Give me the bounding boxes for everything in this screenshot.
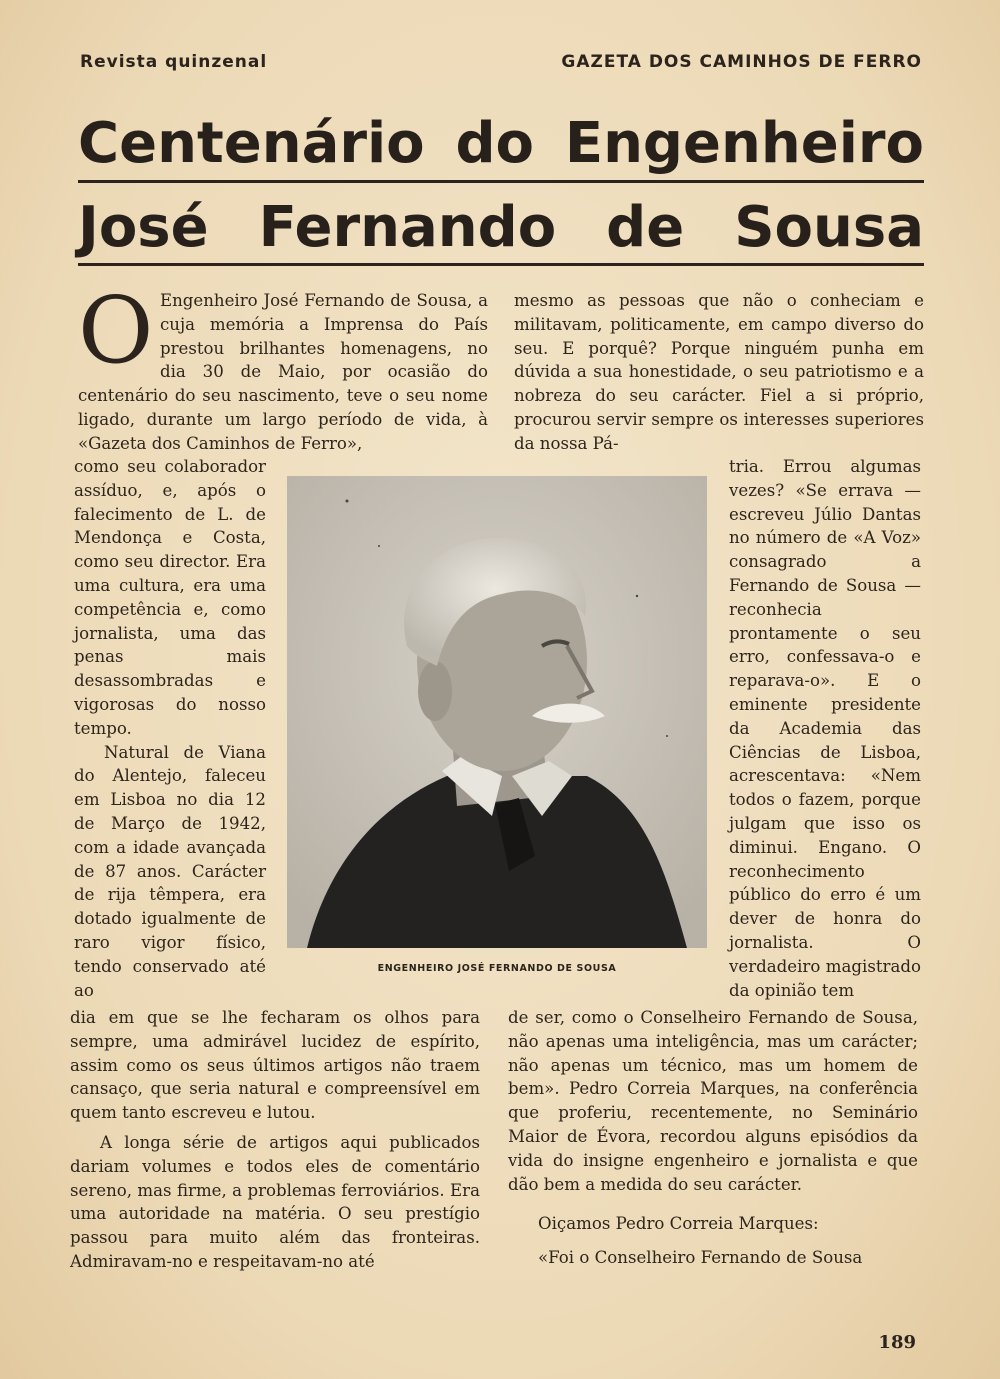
portrait-photo (287, 476, 707, 948)
paragraph-oicamos: Oiçamos Pedro Correia Marques: (538, 1214, 819, 1234)
photo-caption: ENGENHEIRO JOSÉ FERNANDO DE SOUSA (377, 963, 617, 974)
intro-text: Engenheiro José Fernando de Sousa, a cuja memória a Imprensa do País prestou brilhantes homenagens, no dia 30 de Maio, por ocasião do centenário do seu nascimento, teve o seu nome ligado, durante um largo período de vida, à «Gazeta dos Caminhos de Ferro», (78, 291, 488, 453)
title-rule-1 (78, 180, 924, 183)
drop-cap: O (78, 277, 154, 384)
title-line-2: José Fernando de Sousa (78, 195, 924, 260)
magazine-name: GAZETA DOS CAMINHOS DE FERRO (561, 52, 922, 72)
paragraph-quote-start: «Foi o Conselheiro Fernando de Sousa (538, 1248, 863, 1268)
article-left-wide (70, 1006, 480, 1274)
title-line-1: Centenário do Engenheiro (78, 111, 924, 176)
title-rule-2 (78, 263, 924, 266)
portrait-illustration (287, 476, 707, 948)
article-right-narrow (729, 455, 921, 1002)
article-left-narrow (74, 455, 266, 1002)
page-number: 189 (878, 1332, 916, 1353)
paragraph-respect: mesmo as pessoas que não o conheciam e militavam, politicamente, em campo diverso do seu. E porquê? Porque ninguém punha em dúvida a sua honestidade, o seu patriotismo e a nobreza do seu carácter. Fiel a si próprio, procurou servir sempre os interesses superiores da nossa Pá- (514, 291, 924, 453)
article-right-wide (508, 1006, 918, 1270)
paragraph-biography-cont: dia em que se lhe fecharam os olhos para sempre, uma admirável lucidez de espírito, assim como os seus últimos artigos não traem cansaço, que seria natural e compreensível em quem tanto escreveu e lutou. (70, 1008, 480, 1123)
article-right-top (514, 289, 924, 456)
paragraph-articles: A longa série de artigos aqui publicados dariam volumes e todos eles de comentário sereno, mas firme, a problemas ferroviários. Era uma autoridade na matéria. O seu prestígio passou para muito além das fronteiras. Admiravam-no e respeitavam-no até (70, 1132, 480, 1271)
article-intro (78, 277, 488, 456)
magazine-frequency: Revista quinzenal (80, 52, 268, 72)
paragraph-collaborator: como seu colaborador assíduo, e, após o falecimento de L. de Mendonça e Costa, como seu director. Era uma cultura, era uma competência e, como jornalista, uma das penas mais desassombradas e vigorosas do nosso tempo. (74, 457, 266, 738)
paragraph-biography: Natural de Viana do Alentejo, faleceu em Lisboa no dia 12 de Março de 1942, com a idade avançada de 87 anos. Carácter de rija têmpera, era dotado igualmente de raro vigor físico, tendo conservado até ao (74, 742, 266, 1000)
paragraph-julio-dantas: tria. Errou algumas vezes? «Se errava — escreveu Júlio Dantas no número de «A Voz» consagrado a Fernando de Sousa — reconhecia prontamente o seu erro, confessava-o e reparava-o». E o eminente presidente da Academia das Ciências de Lisboa, acrescentava: «Nem todos o fazem, porque julgam que isso os diminui. Engano. O reconhecimento público do erro é um dever de honra do jornalista. O verdadeiro magistrado da opinião tem (729, 457, 921, 1000)
paragraph-correia-marques: de ser, como o Conselheiro Fernando de Sousa, não apenas uma inteligência, mas um carácter; não apenas um técnico, mas um homem de bem». Pedro Correia Marques, na conferência que proferiu, recentemente, no Seminário Maior de Évora, recordou alguns episódios da vida do insigne engenheiro e jornalista e que dão bem a medida do seu carácter. (508, 1008, 918, 1194)
